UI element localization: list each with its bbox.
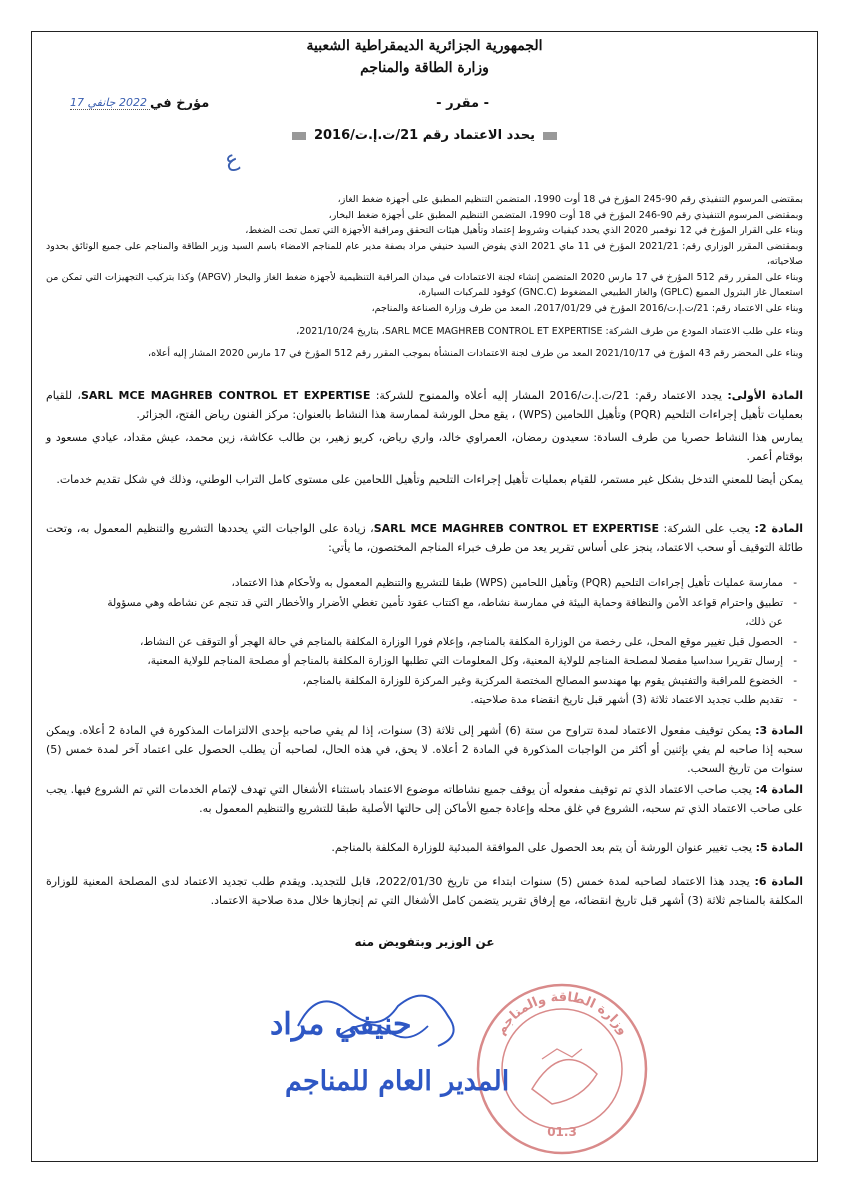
- article-4: [46, 780, 803, 822]
- handwritten-date: 2022 جانفي 17: [70, 96, 150, 110]
- article-3: [46, 721, 803, 782]
- preamble-item: وبناء على الاعتماد رقم: 21/ت.إ.ت/2016 المؤرخ في 2017/01/29، المعد من طرف وزارة الصناعة والمناجم،: [371, 302, 803, 314]
- article-2-para: [46, 519, 803, 557]
- company-name: SARL MCE MAGHREB CONTROL ET EXPERTISE: [373, 522, 660, 535]
- article-3-label: المادة 3:: [755, 724, 803, 737]
- article-6: [46, 872, 803, 914]
- list-item: - الحصول قبل تغيير موقع المحل، على رخصة من الوزارة المكلفة بالمناجم، وإعلام فورا الوزارة المكلفة بالمناجم في حالة الهجر أو التوقف عن النشاط،: [100, 633, 797, 653]
- preamble-item: وبناء على المقرر رقم 512 المؤرخ في 17 مارس 2020 المتضمن إنشاء لجنة الاعتمادات في ميدان المراقبة التنظيمية لأجهزة ضغط الغاز والبخار (APGV) وكذا بتركيب التجهيزات التي تمكن من استعمال غاز البترول المميع (GPLC) والغاز الطبيعي المضغوط (GNC.C) كوقود للمركبات السيارة،: [46, 271, 804, 298]
- list-item: - الخضوع للمراقبة والتفتيش يقوم بها مهندسو المصالح المختصة المركزية وغير المركزة للوزارة المكلفة بالمناجم،: [100, 672, 797, 692]
- initials-mark: ع: [221, 145, 242, 174]
- dated-label: مؤرخ في: [150, 96, 210, 111]
- article-4-label: المادة 4:: [755, 783, 803, 796]
- list-item: - تقديم طلب تجديد الاعتماد ثلاثة (3) أشهر قبل تاريخ انقضاء مدة صلاحيته.: [100, 691, 797, 711]
- article-1-label: المادة الأولى:: [727, 389, 803, 402]
- article-3-para: [46, 721, 803, 778]
- article-5-para: [46, 838, 803, 857]
- list-item: - تطبيق واحترام قواعد الأمن والنظافة وحماية البيئة في ممارسة نشاطه، مع اكتتاب عقود تأمين تغطي الأضرار والأخطار التي قد تنجم عن نشاطه وهي مسؤولة عن ذلك،: [100, 594, 797, 633]
- preamble: [46, 192, 803, 361]
- stamp-number: 01.3: [547, 1125, 577, 1139]
- decision-word: - مقرر -: [436, 96, 489, 111]
- obligations-list: [100, 574, 797, 711]
- operators-para: يمارس هذا النشاط حصريا من طرف السادة: سعيدون رمضان، العمراوي خالد، واري رياض، كريو زهير، بن طالب عكاشة، زين محمد، عيش مقداد، عيادي مسعود و بوقتام أعمر.: [46, 431, 803, 463]
- company-name: SARL MCE MAGHREB CONTROL ET EXPERTISE: [80, 389, 371, 402]
- preamble-item: وبمقتضى المقرر الوزاري رقم: 2021/21 المؤرخ في 11 ماي 2021 الذي يفوض السيد حنيفي مراد بصفة مدير عام للمناجم الامضاء باسم السيد وزير الطاقة والمناجم على جميع الوثائق بحدود صلاحياته،: [46, 240, 803, 267]
- redaction-mark: [292, 132, 306, 140]
- article-1-text: يجدد الاعتماد رقم: 21/ت.إ.ت/2016 المشار إليه أعلاه والممنوح للشركة:: [375, 389, 722, 402]
- decision-row: [40, 96, 809, 116]
- article-5-label: المادة 5:: [755, 841, 803, 854]
- article-5: [46, 838, 803, 861]
- republic-title: الجمهورية الجزائرية الديمقراطية الشعبية: [306, 38, 543, 54]
- ministry-title: وزارة الطاقة والمناجم: [360, 60, 489, 76]
- preamble-item: بمقتضى المرسوم التنفيذي رقم 90-245 المؤرخ في 18 أوت 1990، المتضمن التنظيم المطبق على أجهزة ضغط الغاز،: [337, 194, 803, 205]
- svg-text:وزارة الطاقة والمناجم: [493, 990, 630, 1038]
- article-1-text2: ، للقيام بعمليات تأهيل إجراءات التلحيم (PQR) وتأهيل اللحامين (WPS) ، يقع محل الورشة لممارسة هذا النشاط بالعنوان: مركز الفنون رياض الفتح، الجزائر.: [46, 389, 803, 421]
- article-2-text: يجب على الشركة:: [663, 522, 751, 535]
- article-1-para: [46, 386, 803, 424]
- article-6-text: يجدد هذا الاعتماد لصاحبه لمدة خمس (5) سنوات ابتداء من تاريخ 2022/01/30، قابل للتجديد. ويقدم طلب تجديد الاعتماد لدى المصلحة المعنية للوزارة المكلفة بالمناجم ثلاثة (3) أشهر قبل تاريخ انقضائه، مع إرفاق تقرير يتضمن كامل الأشغال التي تم إنجازها خلال مدة صلاحية الاعتماد.: [46, 875, 803, 907]
- subject-text: يحدد الاعتماد رقم 21/ت.إ.ت/2016: [313, 128, 536, 143]
- stamp-text: وزارة الطاقة والمناجم: [493, 989, 631, 1038]
- article-1: [46, 386, 803, 493]
- preamble-item: وبمقتضى المرسوم التنفيذي رقم 90-246 المؤرخ في 18 أوت 1990، المتضمن التنظيم المطبق على أجهزة ضغط البخار،: [328, 209, 803, 221]
- list-item: - ممارسة عمليات تأهيل إجراءات التلحيم (PQR) وتأهيل اللحامين (WPS) طبقا للتشريع والتنظيم المعمول به ولأحكام هذا الاعتماد،: [100, 574, 797, 594]
- subject-line: [40, 128, 809, 143]
- preamble-item: وبناء على القرار المؤرخ في 12 نوفمبر 2020 الذي يحدد كيفيات وشروط إعتماد وتأهيل هيئات التحقق ومراقبة الأجهزة التي تعمل تحت الضغط،: [245, 225, 803, 236]
- service-para: يمكن أيضا للمعني التدخل بشكل غير مستمر، للقيام بعمليات تأهيل إجراءات التلحيم وتأهيل اللحامين على مستوى كامل التراب الوطني، وذلك في شكل تقديم خدمات.: [56, 473, 803, 486]
- article-6-para: [46, 872, 803, 910]
- article-4-text: يجب صاحب الاعتماد الذي تم توقيف مفعوله أن يوقف جميع نشاطاته موضوع الاعتماد باستثناء الأشغال التي تهدف لإتمام الخدمات التي تم الشروع فيها. يجب على صاحب الاعتماد الذي تم سحبه، الشروع في غلق محله وإعادة جميع الأماكن إلى حالتها الأصلية طبقا للتشريع والتنظيم المعمول به.: [46, 783, 803, 815]
- list-item: - إرسال تقريرا سداسيا مفصلا لمصلحة المناجم للولاية المعنية، وكل المعلومات التي تطلبها الوزارة المكلفة بالمناجم أو مصلحة المناجم للولاية المعنية،: [100, 652, 797, 672]
- article-2-label: المادة 2:: [754, 522, 803, 535]
- article-2: [46, 519, 803, 561]
- article-2-text2: ، زيادة على الواجبات التي يحددها التشريع والتنظيم المعمول به، وتحت طائلة التوقيف أو سحب الاعتماد، ينجز على أساس تقرير يعد من طرف خبراء المناجم المختصون، ما يأتي:: [46, 522, 803, 554]
- signatory-name: حنيفي مراد: [270, 1007, 412, 1042]
- article-5-text: يجب تغيير عنوان الورشة أن يتم بعد الحصول على الموافقة المبدئية للوزارة المكلفة بالمناجم.: [331, 841, 753, 854]
- signatory-title: المدير العام للمناجم: [285, 1066, 510, 1097]
- preamble-item: وبناء على المحضر رقم 43 المؤرخ في 2021/10/17 المعد من طرف لجنة الاعتمادات المنشأة بموجب المقرر رقم 512 المؤرخ في 17 مارس 2020 المشار إليه أعلاه،: [148, 347, 803, 359]
- redaction-mark: [543, 132, 557, 140]
- article-6-label: المادة 6:: [754, 875, 804, 888]
- document-body: [40, 32, 809, 1161]
- preamble-item: وبناء على طلب الاعتماد المودع من طرف الشركة: SARL MCE MAGHREB CONTROL ET EXPERTISE، بتاريخ 2021/10/24،: [296, 326, 803, 337]
- page-border: [31, 31, 818, 1162]
- delegation-line: عن الوزير وبتفويض منه: [354, 935, 495, 949]
- article-3-text: يمكن توقيف مفعول الاعتماد لمدة تتراوح من ستة (6) أشهر إلى ثلاثة (3) سنوات، إذا لم يفي صاحبه بإحدى الالتزامات المذكورة في المادة 2 أعلاه. ويمكن سحبه إذا صاحبه لم يفي بإثنين أو أكثر من الواجبات المذكورة في المادة 2 أعلاه. لا يحق، في هذه الحال، لصاحبه أن يطلب الحصول على اعتماد آخر لمدة خمس (5) سنوات من تاريخ السحب.: [46, 724, 803, 775]
- article-4-para: [46, 780, 803, 818]
